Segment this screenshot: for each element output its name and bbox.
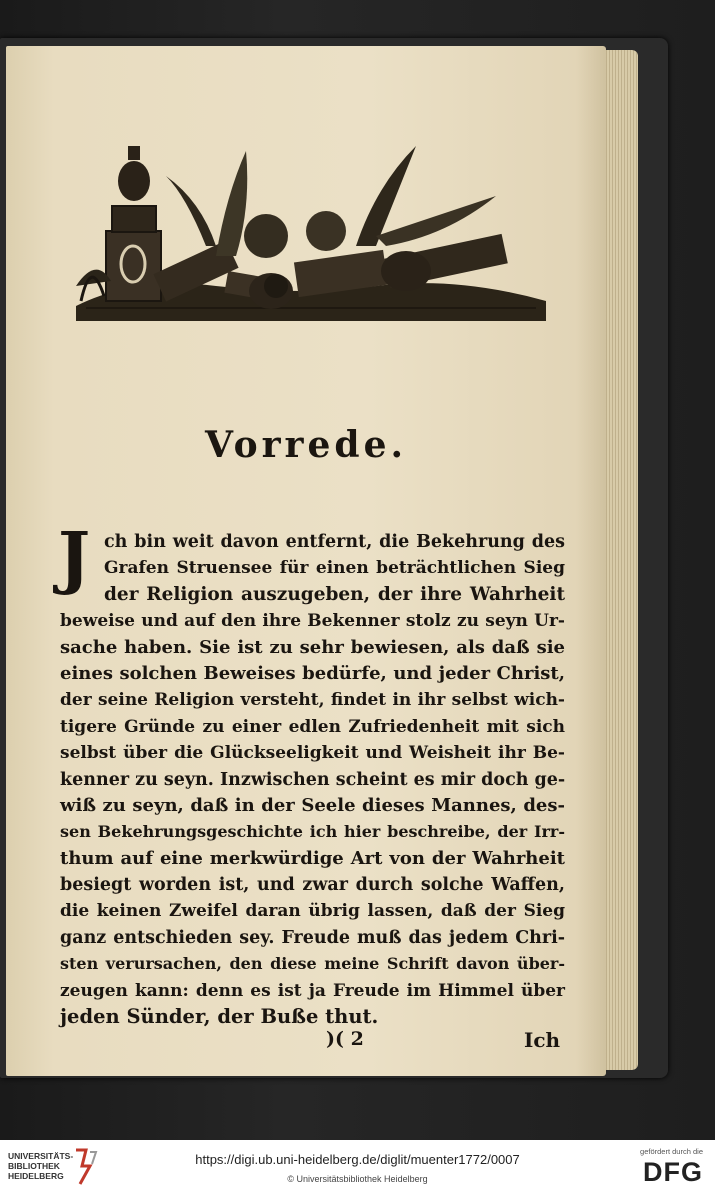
text-line: ganz entschieden sey. Freude muß das jedem Chri- bbox=[60, 927, 565, 948]
text-line: tigere Gründe zu einer edlen Zufriedenheit mit sich bbox=[60, 716, 565, 737]
ruins-vignette-image bbox=[76, 136, 546, 321]
text-line: zeugen kann: denn es ist ja Freude im Himmel über bbox=[60, 980, 565, 1001]
text-line: beweise und auf den ihre Bekenner stolz zu seyn Ur- bbox=[60, 611, 565, 632]
text-line: sache haben. Sie ist zu sehr bewiesen, als daß sie bbox=[60, 636, 565, 658]
page-title: Vorrede. bbox=[204, 424, 408, 466]
text-line: Grafen Struensee für einen beträchtlichen Sieg bbox=[104, 558, 565, 579]
copyright-notice: © Universitätsbibliothek Heidelberg bbox=[287, 1174, 428, 1184]
text-line: der seine Religion versteht, findet in ihr selbst wich- bbox=[60, 690, 565, 711]
text-line: sen Bekehrungsgeschichte ich hier beschreibe, der Irr- bbox=[60, 822, 565, 842]
text-line: kenner zu seyn. Inzwischen scheint es mir doch ge- bbox=[60, 769, 566, 790]
permalink-url[interactable]: https://digi.ub.uni-heidelberg.de/diglit/muenter1772/0007 bbox=[195, 1152, 520, 1167]
library-name-line: HEIDELBERG bbox=[8, 1171, 64, 1181]
signature-mark: )( 2 bbox=[326, 1028, 364, 1050]
text-line: wiß zu seyn, daß in der Seele dieses Mannes, des- bbox=[60, 794, 565, 816]
text-line: jeden Sünder, der Buße thut. bbox=[60, 1005, 379, 1029]
book-page bbox=[6, 46, 606, 1076]
drop-cap: J bbox=[58, 518, 91, 598]
text-line: die keinen Zweifel daran übrig lassen, daß der Sieg bbox=[60, 901, 565, 922]
viewer-footer bbox=[0, 1140, 715, 1193]
text-line: selbst über die Glückseeligkeit und Weisheit ihr Be- bbox=[60, 743, 565, 764]
text-line: thum auf eine merkwürdige Art von der Wahrheit bbox=[60, 847, 565, 869]
text-line: der Religion auszugeben, der ihre Wahrheit bbox=[104, 583, 565, 605]
dfg-logo: DFG bbox=[643, 1157, 703, 1187]
catchword: Ich bbox=[524, 1028, 561, 1052]
body-text bbox=[60, 529, 565, 1030]
library-name-line: BIBLIOTHEK bbox=[8, 1161, 60, 1171]
library-name-line: UNIVERSITÄTS- bbox=[8, 1151, 74, 1161]
funding-note: gefördert durch die bbox=[640, 1147, 703, 1156]
text-line: eines solchen Beweises bedürfe, und jeder Christ, bbox=[60, 662, 565, 684]
text-line: ch bin weit davon entfernt, die Bekehrung des bbox=[104, 532, 565, 552]
text-line: besiegt worden ist, und zwar durch solche Waffen, bbox=[60, 875, 565, 896]
text-line: sten verursachen, den diese meine Schrift davon über- bbox=[60, 954, 565, 974]
